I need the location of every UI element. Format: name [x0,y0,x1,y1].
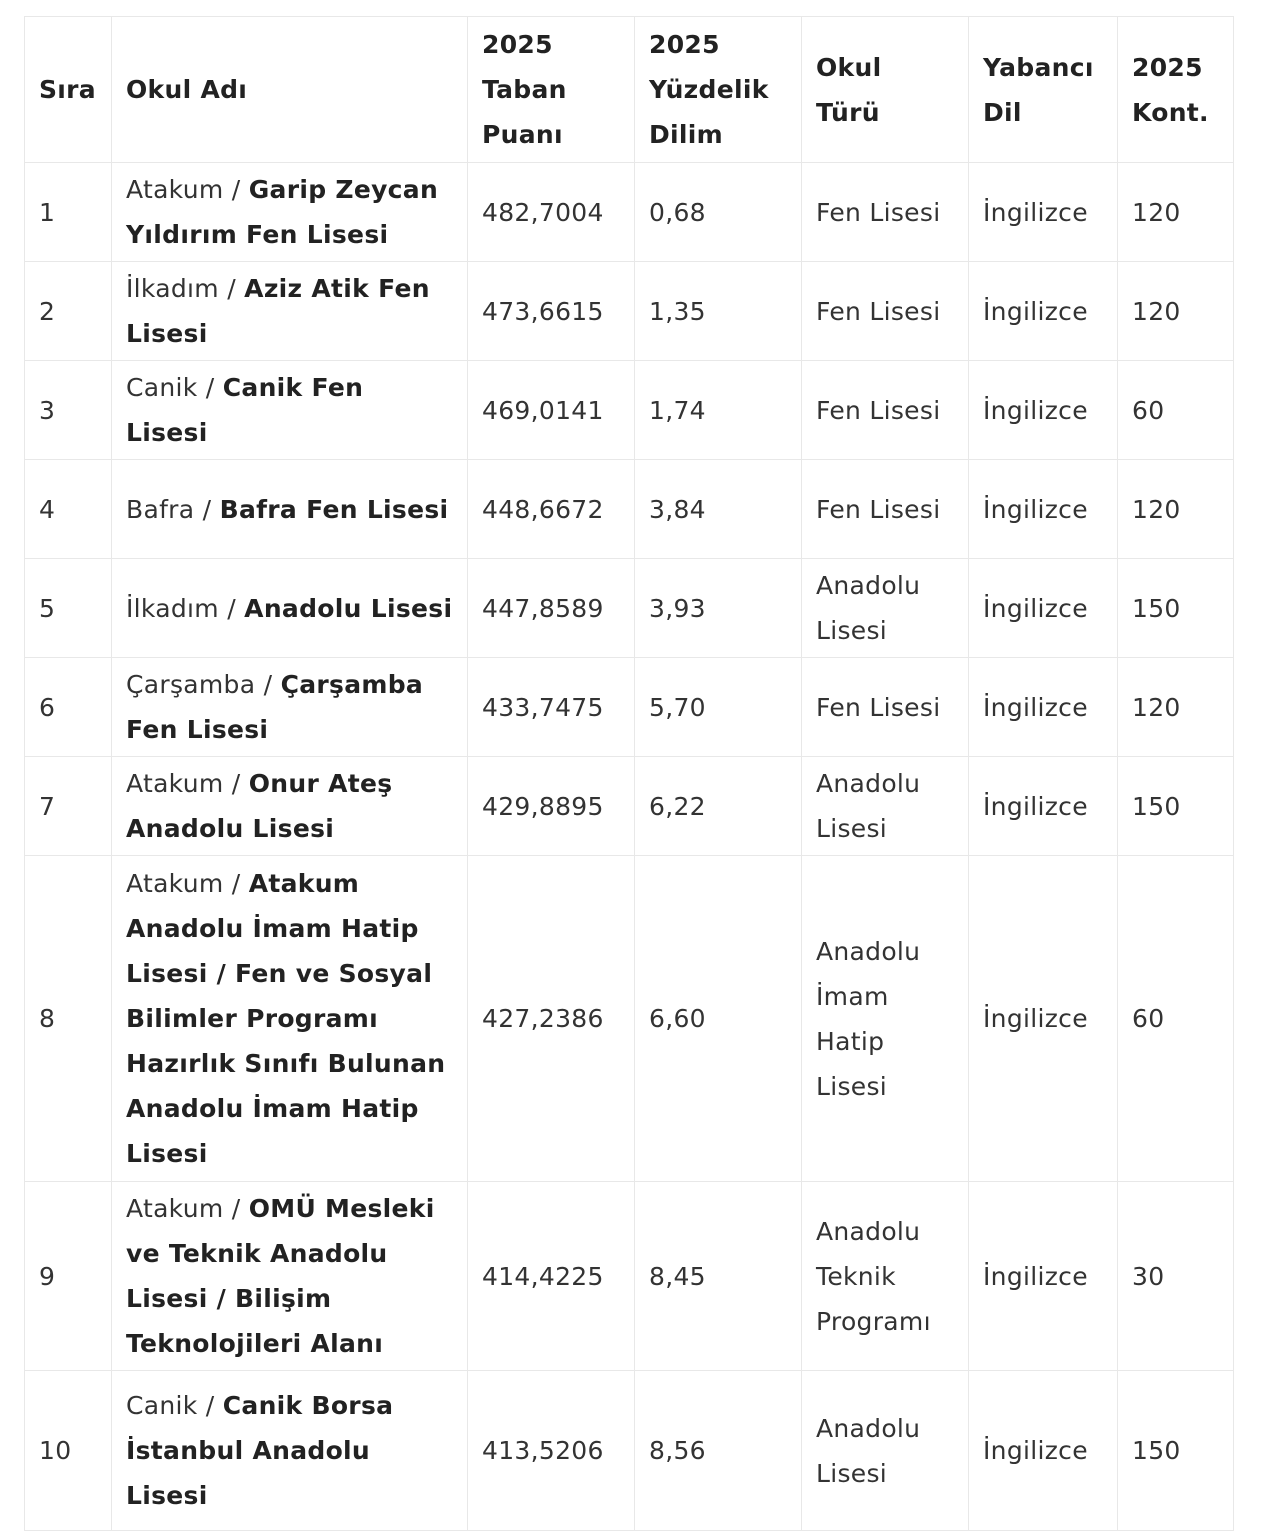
cell-okul-turu: Anadolu Teknik Programı [802,1182,969,1371]
cell-yabanci-dil: İngilizce [969,163,1118,262]
table-header [25,17,1234,163]
cell-okul-adi [112,757,468,856]
cell-okul-turu: Fen Lisesi [802,262,969,361]
header-taban-puani [468,17,635,163]
table-row [25,262,1234,361]
cell-okul: OMÜ Mesleki ve Teknik Anadolu Lisesi / Bilişim Teknolojileri Alanı [126,1194,435,1358]
table-row [25,559,1234,658]
cell-yuzdelik-dilim: 8,56 [635,1371,802,1531]
header-okul-adi: Okul Adı [112,17,468,163]
cell-okul-adi [112,658,468,757]
cell-okul-adi [112,1182,468,1371]
cell-yuzdelik-dilim: 8,45 [635,1182,802,1371]
school-ranking-table-wrapper [24,16,1233,1531]
cell-okul-turu: Fen Lisesi [802,658,969,757]
cell-ilce: İlkadım [126,274,219,303]
table-row [25,757,1234,856]
cell-yuzdelik-dilim: 0,68 [635,163,802,262]
cell-separator: / [223,175,249,204]
cell-ilce: Atakum [126,1194,224,1223]
cell-yabanci-dil: İngilizce [969,757,1118,856]
cell-taban-puani: 427,2386 [468,856,635,1182]
table-row [25,163,1234,262]
cell-okul-adi [112,460,468,559]
cell-kontenjan: 120 [1118,658,1234,757]
cell-yuzdelik-dilim: 3,93 [635,559,802,658]
cell-separator: / [197,1391,223,1420]
cell-sira: 6 [25,658,112,757]
cell-kontenjan: 60 [1118,361,1234,460]
cell-ilce: Canik [126,373,198,402]
cell-separator: / [197,373,223,402]
header-row [25,17,1234,163]
header-kont-line-2: Kont. [1132,97,1209,127]
cell-ilce: Atakum [126,769,224,798]
cell-kontenjan: 150 [1118,1371,1234,1531]
cell-yabanci-dil: İngilizce [969,262,1118,361]
cell-separator: / [218,593,245,623]
cell-yabanci-dil: İngilizce [969,658,1118,757]
cell-sira: 7 [25,757,112,856]
cell-sira: 4 [25,460,112,559]
cell-kontenjan: 150 [1118,757,1234,856]
cell-okul-turu: Fen Lisesi [802,361,969,460]
cell-sira: 2 [25,262,112,361]
header-taban-line-1: 2025 [482,30,553,59]
cell-ilce: Atakum [126,175,224,204]
cell-okul-turu: Anadolu Lisesi [802,1371,969,1531]
cell-kontenjan: 120 [1118,163,1234,262]
header-kontenjan [1118,17,1234,163]
cell-okul: Çarşamba Fen Lisesi [126,670,424,744]
header-yabanci-dil-line-1: Yabancı [983,52,1094,82]
header-taban-line-3: Puanı [482,120,563,149]
cell-separator: / [218,274,245,303]
cell-taban-puani: 433,7475 [468,658,635,757]
cell-okul: Garip Zeycan Yıldırım Fen Lisesi [126,175,439,249]
cell-yuzdelik-dilim: 3,84 [635,460,802,559]
cell-taban-puani: 482,7004 [468,163,635,262]
table-row [25,856,1234,1182]
cell-yabanci-dil: İngilizce [969,460,1118,559]
table-row [25,460,1234,559]
header-yuzdelik-dilim [635,17,802,163]
cell-okul-turu: Anadolu İmam Hatip Lisesi [802,856,969,1182]
cell-kontenjan: 30 [1118,1182,1234,1371]
cell-taban-puani: 414,4225 [468,1182,635,1371]
cell-separator: / [255,670,281,699]
cell-kontenjan: 120 [1118,262,1234,361]
cell-taban-puani: 469,0141 [468,361,635,460]
cell-sira: 3 [25,361,112,460]
cell-ilce: Bafra [126,494,195,524]
cell-separator: / [194,494,220,524]
cell-ilce: Canik [126,1391,198,1420]
cell-okul: Onur Ateş Anadolu Lisesi [126,769,393,843]
cell-kontenjan: 120 [1118,460,1234,559]
cell-yabanci-dil: İngilizce [969,1182,1118,1371]
header-okul-turu-line-1: Okul [816,52,882,82]
cell-yuzdelik-dilim: 6,22 [635,757,802,856]
cell-kontenjan: 60 [1118,856,1234,1182]
header-yuzdelik-line-2: Yüzdelik [649,75,769,104]
cell-sira: 1 [25,163,112,262]
cell-yabanci-dil: İngilizce [969,559,1118,658]
header-yuzdelik-line-1: 2025 [649,30,720,59]
cell-sira: 8 [25,856,112,1182]
cell-okul-adi [112,1371,468,1531]
cell-taban-puani: 413,5206 [468,1371,635,1531]
cell-sira: 10 [25,1371,112,1531]
cell-separator: / [223,869,249,898]
cell-okul: Canik Fen Lisesi [126,373,364,447]
cell-yuzdelik-dilim: 5,70 [635,658,802,757]
cell-okul-adi [112,856,468,1182]
table-body [25,163,1234,1531]
table-row [25,1371,1234,1531]
cell-okul-turu: Anadolu Lisesi [802,559,969,658]
table-row [25,1182,1234,1371]
cell-okul: Atakum Anadolu İmam Hatip Lisesi / Fen ve Sosyal Bilimler Programı Hazırlık Sınıfı Bulunan Anadolu İmam Hatip Lisesi [126,869,446,1168]
cell-kontenjan: 150 [1118,559,1234,658]
header-taban-line-2: Taban [482,75,567,104]
cell-okul-turu: Fen Lisesi [802,460,969,559]
cell-okul-turu: Fen Lisesi [802,163,969,262]
cell-taban-puani: 447,8589 [468,559,635,658]
header-okul-turu-line-2: Türü [816,97,880,127]
cell-okul-adi [112,361,468,460]
school-ranking-table [24,16,1234,1531]
cell-yuzdelik-dilim: 1,35 [635,262,802,361]
cell-sira: 5 [25,559,112,658]
table-row [25,361,1234,460]
header-okul-turu [802,17,969,163]
header-sira: Sıra [25,17,112,163]
header-yuzdelik-line-3: Dilim [649,120,724,149]
cell-okul: Anadolu Lisesi [244,593,453,623]
cell-taban-puani: 429,8895 [468,757,635,856]
cell-okul-adi [112,262,468,361]
cell-okul-adi [112,163,468,262]
cell-yuzdelik-dilim: 6,60 [635,856,802,1182]
cell-okul-adi [112,559,468,658]
cell-yabanci-dil: İngilizce [969,1371,1118,1531]
cell-yabanci-dil: İngilizce [969,856,1118,1182]
header-yabanci-dil [969,17,1118,163]
cell-okul: Canik Borsa İstanbul Anadolu Lisesi [126,1391,394,1510]
cell-yuzdelik-dilim: 1,74 [635,361,802,460]
header-kont-line-1: 2025 [1132,52,1203,82]
table-row [25,658,1234,757]
cell-yabanci-dil: İngilizce [969,361,1118,460]
cell-separator: / [223,769,249,798]
cell-okul: Aziz Atik Fen Lisesi [126,274,430,348]
cell-ilce: Çarşamba [126,670,256,699]
cell-separator: / [223,1194,249,1223]
cell-ilce: İlkadım [126,593,219,623]
cell-ilce: Atakum [126,869,224,898]
cell-okul: Bafra Fen Lisesi [219,494,449,524]
cell-okul-turu: Anadolu Lisesi [802,757,969,856]
header-yabanci-dil-line-2: Dil [983,97,1022,127]
cell-taban-puani: 448,6672 [468,460,635,559]
cell-taban-puani: 473,6615 [468,262,635,361]
cell-sira: 9 [25,1182,112,1371]
